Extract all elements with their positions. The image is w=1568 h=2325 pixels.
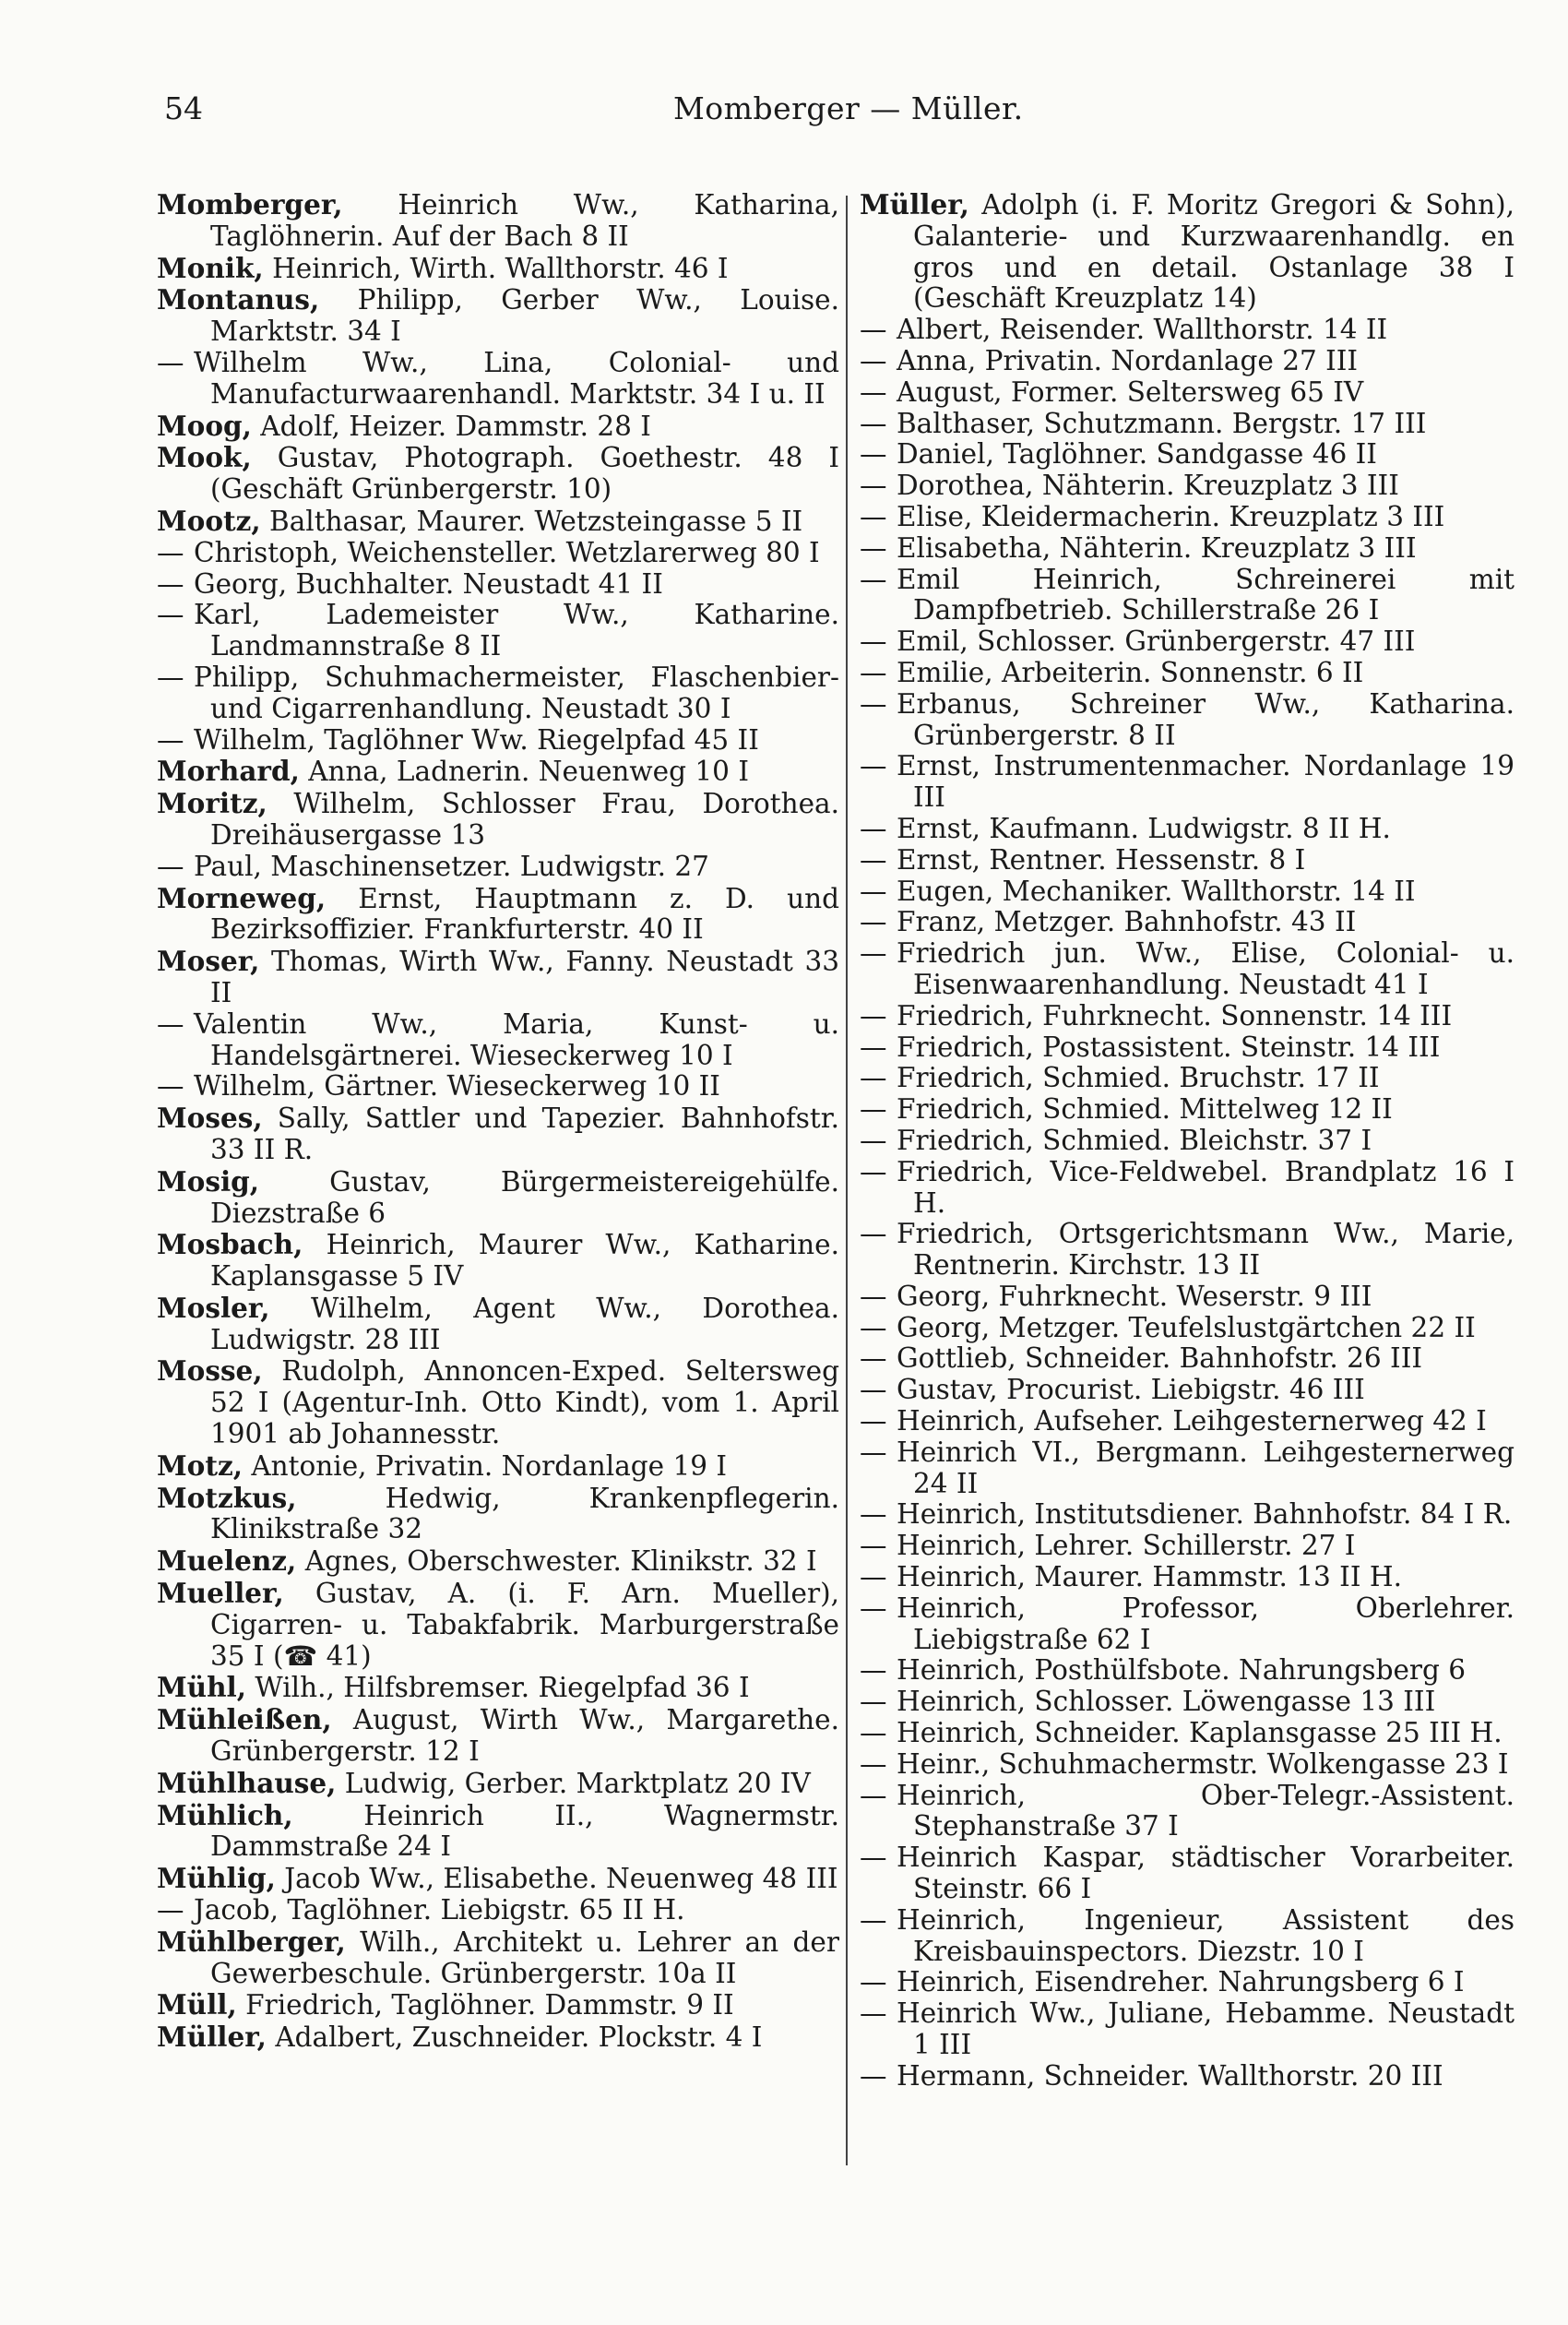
- entry-surname: Mosler,: [157, 1291, 270, 1324]
- entry-details: Anna, Privatin. Nordanlage 27 III: [897, 344, 1359, 376]
- directory-entry: [860, 1842, 1515, 1905]
- directory-entry: [157, 538, 839, 569]
- entry-details: Philipp, Schuhmachermeister, Flaschenbier- und Cigarrenhandlung. Neustadt 30 I: [194, 661, 839, 724]
- entry-details: Heinrich, Professor, Oberlehrer. Liebigstraße 62 I: [897, 1592, 1515, 1655]
- entry-details: Philipp, Gerber Ww., Louise. Marktstr. 34 I: [210, 284, 839, 348]
- continuation-dash: —: [157, 723, 184, 756]
- directory-entry: [157, 1545, 839, 1578]
- directory-entry: [860, 502, 1515, 533]
- directory-entry: [860, 1593, 1515, 1656]
- continuation-dash: —: [860, 1374, 887, 1406]
- entry-details: Heinrich, Maurer. Hammstr. 13 II H.: [897, 1561, 1402, 1593]
- entry-surname: Montanus,: [157, 283, 320, 316]
- directory-entry: [157, 189, 839, 253]
- entry-surname: Moser,: [157, 945, 260, 978]
- directory-entry: [860, 1313, 1515, 1344]
- directory-entry: [157, 1355, 839, 1449]
- entry-surname: Motz,: [157, 1449, 243, 1482]
- directory-entry: [157, 1989, 839, 2021]
- entry-details: Elise, Kleidermacherin. Kreuzplatz 3 III: [897, 500, 1445, 532]
- entry-details: August, Former. Seltersweg 65 IV: [897, 376, 1364, 408]
- directory-entry: [157, 411, 839, 443]
- continuation-dash: —: [860, 1654, 887, 1687]
- continuation-dash: —: [157, 536, 184, 568]
- entry-surname: Muelenz,: [157, 1544, 297, 1578]
- entry-details: Friedrich, Vice-Feldwebel. Brandplatz 16 I H.: [897, 1155, 1515, 1219]
- entry-details: Hedwig, Krankenpflegerin. Klinikstraße 32: [210, 1482, 839, 1545]
- entry-surname: Motzkus,: [157, 1481, 297, 1514]
- continuation-dash: —: [860, 1280, 887, 1312]
- directory-entry: [860, 1781, 1515, 1843]
- entry-details: Adolf, Heizer. Dammstr. 28 I: [251, 410, 651, 442]
- directory-entry: [860, 1063, 1515, 1094]
- directory-entry: [157, 1863, 839, 1895]
- entry-details: Heinrich, Institutsdiener. Bahnhofstr. 84 I R.: [897, 1498, 1513, 1531]
- continuation-dash: —: [860, 438, 887, 471]
- directory-entry: [157, 662, 839, 725]
- entry-details: Georg, Metzger. Teufelslustgärtchen 22 II: [897, 1311, 1476, 1343]
- entry-details: Karl, Lademeister Ww., Katharine. Landmannstraße 8 II: [194, 599, 839, 662]
- directory-entry: [157, 725, 839, 757]
- entry-details: Heinrich, Ingenieur, Assistent des Kreisbauinspectors. Diezstr. 10 I: [897, 1903, 1515, 1967]
- continuation-dash: —: [157, 850, 184, 882]
- entry-details: Ernst, Rentner. Hessenstr. 8 I: [897, 843, 1306, 876]
- directory-entry: [157, 2021, 839, 2054]
- directory-entry: [157, 1800, 839, 1864]
- directory-entry: [860, 1375, 1515, 1406]
- directory-entry: [860, 315, 1515, 346]
- directory-entry: [157, 348, 839, 411]
- entry-details: Albert, Reisender. Wallthorstr. 14 II: [897, 314, 1388, 346]
- directory-entry: [860, 2061, 1515, 2092]
- directory-entry: [157, 756, 839, 788]
- page-number: 54: [164, 90, 203, 126]
- entry-details: Wilhelm, Agent Ww., Dorothea. Ludwigstr. 28 III: [210, 1292, 839, 1355]
- continuation-dash: —: [860, 750, 887, 782]
- entry-details: Franz, Metzger. Bahnhofstr. 43 II: [897, 906, 1357, 938]
- directory-entry: [860, 814, 1515, 845]
- directory-entry: [860, 1687, 1515, 1718]
- entry-details: Emil, Schlosser. Grünbergerstr. 47 III: [897, 626, 1416, 658]
- entry-surname: Mühlhause,: [157, 1766, 337, 1799]
- entry-details: Friedrich, Fuhrknecht. Sonnenstr. 14 III: [897, 999, 1453, 1031]
- directory-entry: [157, 506, 839, 538]
- entry-details: Heinrich, Ober-Telegr.-Assistent. Stephanstraße 37 I: [897, 1779, 1515, 1842]
- directory-entry: [860, 938, 1515, 1001]
- directory-entry: [860, 1406, 1515, 1437]
- directory-entry: [157, 1071, 839, 1103]
- directory-entry: [860, 471, 1515, 502]
- page-header: [0, 90, 1568, 146]
- continuation-dash: —: [860, 1530, 887, 1562]
- entry-details: Heinrich Ww., Katharina, Taglöhnerin. Auf der Bach 8 II: [210, 189, 839, 252]
- entry-surname: Momberger,: [157, 188, 343, 221]
- entry-surname: Mosse,: [157, 1354, 263, 1388]
- directory-entry: [157, 1293, 839, 1356]
- continuation-dash: —: [860, 687, 887, 720]
- directory-entry: [860, 626, 1515, 658]
- entry-details: Jacob, Taglöhner. Liebigstr. 65 II H.: [194, 1894, 685, 1926]
- entry-details: Ernst, Instrumentenmacher. Nordanlage 19 III: [897, 750, 1515, 814]
- continuation-dash: —: [860, 906, 887, 938]
- entry-details: Christoph, Weichensteller. Wetzlarerweg 80 I: [194, 536, 820, 568]
- entry-details: Adalbert, Zuschneider. Plockstr. 4 I: [266, 2021, 763, 2054]
- entry-surname: Morneweg,: [157, 881, 327, 914]
- entry-details: Gottlieb, Schneider. Bahnhofstr. 26 III: [897, 1342, 1423, 1375]
- entry-details: Friedrich, Postassistent. Steinstr. 14 III: [897, 1031, 1441, 1063]
- directory-entry: [860, 189, 1515, 315]
- continuation-dash: —: [860, 1747, 887, 1780]
- entry-details: Heinrich Kaspar, städtischer Vorarbeiter. Steinstr. 66 I: [897, 1842, 1515, 1905]
- continuation-dash: —: [860, 1436, 887, 1468]
- directory-entry: [860, 751, 1515, 814]
- directory-entry: [860, 1437, 1515, 1500]
- directory-entry: [157, 1009, 839, 1072]
- directory-entry: [157, 1704, 839, 1768]
- entry-details: Thomas, Wirth Ww., Fanny. Neustadt 33 II: [210, 946, 839, 1008]
- entry-details: Friedrich, Ortsgerichtsmann Ww., Marie, Rentnerin. Kirchstr. 13 II: [897, 1218, 1515, 1282]
- entry-details: Adolph (i. F. Moritz Gregori & Sohn), Galanterie- und Kurzwaarenhandlg. en gros und en detail. Ostanlage 38 I (Geschäft Kreuzplatz 14): [913, 189, 1515, 315]
- directory-entry: [860, 1749, 1515, 1781]
- continuation-dash: —: [157, 1894, 184, 1926]
- directory-entry: [157, 1672, 839, 1704]
- entry-details: Gustav, Procurist. Liebigstr. 46 III: [897, 1374, 1365, 1406]
- entry-details: Heinrich II., Wagnermstr. Dammstraße 24 I: [210, 1799, 839, 1863]
- directory-entry: [860, 1655, 1515, 1687]
- entry-details: Ernst, Kaufmann. Ludwigstr. 8 II H.: [897, 812, 1391, 844]
- entry-details: Ludwig, Gerber. Marktplatz 20 IV: [336, 1767, 811, 1799]
- entry-details: Wilhelm Ww., Lina, Colonial- und Manufacturwaarenhandl. Marktstr. 34 I u. II: [194, 346, 839, 410]
- directory-entry: [157, 1895, 839, 1926]
- continuation-dash: —: [860, 812, 887, 844]
- entry-details: Friedrich, Schmied. Mittelweg 12 II: [897, 1093, 1393, 1126]
- entry-details: Balthaser, Schutzmann. Bergstr. 17 III: [897, 407, 1427, 439]
- entry-details: Friedrich, Schmied. Bruchstr. 17 II: [897, 1062, 1380, 1094]
- entry-details: Heinr., Schuhmachermstr. Wolkengasse 23 I: [897, 1747, 1509, 1780]
- directory-entry: [860, 876, 1515, 908]
- entry-surname: Monik,: [157, 251, 264, 284]
- entry-details: Wilhelm, Gärtner. Wieseckerweg 10 II: [194, 1070, 720, 1103]
- directory-entry: [157, 1483, 839, 1546]
- directory-entry: [860, 1562, 1515, 1593]
- directory-entry: [157, 284, 839, 348]
- entry-surname: Mühl,: [157, 1671, 247, 1704]
- entry-details: Gustav, A. (i. F. Arn. Mueller), Cigarren- u. Tabakfabrik. Marburgerstraße 35 I (☎ 41): [210, 1578, 839, 1672]
- continuation-dash: —: [860, 376, 887, 408]
- directory-entry: [157, 1578, 839, 1672]
- entry-surname: Mootz,: [157, 504, 261, 537]
- continuation-dash: —: [860, 2059, 887, 2092]
- directory-entry: [157, 1103, 839, 1166]
- continuation-dash: —: [860, 470, 887, 502]
- entry-details: Heinrich, Eisendreher. Nahrungsberg 6 I: [897, 1966, 1465, 1998]
- entry-details: Dorothea, Nähterin. Kreuzplatz 3 III: [897, 470, 1399, 502]
- continuation-dash: —: [860, 1342, 887, 1375]
- entry-details: Erbanus, Schreiner Ww., Katharina. Grünbergerstr. 8 II: [897, 687, 1515, 751]
- entry-details: Gustav, Photograph. Goethestr. 48 I (Geschäft Grünbergerstr. 10): [210, 442, 839, 506]
- continuation-dash: —: [157, 1008, 184, 1040]
- entry-surname: Moritz,: [157, 787, 267, 820]
- continuation-dash: —: [860, 937, 887, 970]
- directory-entry: [860, 1157, 1515, 1220]
- directory-entry: [860, 1219, 1515, 1282]
- directory-entry: [157, 1166, 839, 1230]
- continuation-dash: —: [860, 999, 887, 1031]
- continuation-dash: —: [860, 1405, 887, 1437]
- directory-entry: [157, 253, 839, 285]
- entry-details: Valentin Ww., Maria, Kunst- u. Handelsgärtnerei. Wieseckerweg 10 I: [194, 1008, 839, 1071]
- continuation-dash: —: [860, 1966, 887, 1998]
- directory-entry: [157, 442, 839, 506]
- directory-entry: [860, 565, 1515, 627]
- directory-entry: [860, 1001, 1515, 1032]
- directory-entry: [157, 883, 839, 947]
- entry-surname: Mühlberger,: [157, 1925, 346, 1958]
- directory-entry: [860, 689, 1515, 752]
- entry-details: Georg, Buchhalter. Neustadt 41 II: [194, 567, 663, 600]
- directory-entry: [860, 1998, 1515, 2061]
- entry-details: Sally, Sattler und Tapezier. Bahnhofstr. 33 II R.: [210, 1103, 839, 1165]
- left-column: [157, 189, 839, 2054]
- entry-details: Heinrich, Posthülfsbote. Nahrungsberg 6: [897, 1654, 1467, 1687]
- continuation-dash: —: [860, 407, 887, 439]
- entry-details: Elisabetha, Nähterin. Kreuzplatz 3 III: [897, 531, 1417, 564]
- continuation-dash: —: [860, 1062, 887, 1094]
- continuation-dash: —: [860, 1031, 887, 1063]
- directory-entry: [860, 1094, 1515, 1126]
- directory-entry: [860, 1718, 1515, 1749]
- entry-surname: Mühleißen,: [157, 1703, 332, 1736]
- continuation-dash: —: [860, 1155, 887, 1187]
- entry-details: Heinrich, Maurer Ww., Katharine. Kaplansgasse 5 IV: [210, 1229, 839, 1293]
- directory-entry: [860, 1499, 1515, 1531]
- entry-details: Anna, Ladnerin. Neuenweg 10 I: [299, 756, 749, 788]
- continuation-dash: —: [157, 599, 184, 631]
- entry-details: August, Wirth Ww., Margarethe. Grünbergerstr. 12 I: [210, 1704, 839, 1768]
- entry-details: Heinrich, Wirth. Wallthorstr. 46 I: [263, 252, 729, 284]
- directory-entry: [157, 569, 839, 601]
- running-head: Momberger — Müller.: [673, 90, 1024, 126]
- entry-details: Daniel, Taglöhner. Sandgasse 46 II: [897, 438, 1377, 471]
- continuation-dash: —: [860, 1311, 887, 1343]
- directory-entry: [860, 409, 1515, 440]
- directory-entry: [860, 1905, 1515, 1968]
- entry-details: Friedrich, Taglöhner. Dammstr. 9 II: [236, 1989, 734, 2021]
- continuation-dash: —: [157, 567, 184, 600]
- column-divider: [846, 196, 848, 2165]
- directory-entry: [860, 377, 1515, 409]
- continuation-dash: —: [860, 843, 887, 876]
- entry-surname: Mosbach,: [157, 1228, 303, 1261]
- directory-entry: [860, 845, 1515, 876]
- directory-entry: [860, 1343, 1515, 1375]
- entry-details: Rudolph, Annoncen-Exped. Seltersweg 52 I (Agentur-Inh. Otto Kindt), vom 1. April 1901 ab Johannesstr.: [210, 1355, 839, 1450]
- continuation-dash: —: [157, 661, 184, 693]
- continuation-dash: —: [157, 1070, 184, 1103]
- directory-entry: [157, 600, 839, 662]
- continuation-dash: —: [860, 563, 887, 595]
- entry-details: Heinrich, Lehrer. Schillerstr. 27 I: [897, 1530, 1356, 1562]
- entry-details: Wilhelm, Taglöhner Ww. Riegelpfad 45 II: [194, 723, 759, 756]
- continuation-dash: —: [860, 1498, 887, 1531]
- directory-entry: [860, 346, 1515, 377]
- continuation-dash: —: [860, 1842, 887, 1874]
- continuation-dash: —: [860, 531, 887, 564]
- directory-entry: [860, 1282, 1515, 1313]
- entry-surname: Mook,: [157, 441, 252, 474]
- directory-entry: [860, 658, 1515, 689]
- continuation-dash: —: [860, 1903, 887, 1936]
- entry-surname: Moog,: [157, 409, 252, 442]
- entry-details: Heinrich, Schlosser. Löwengasse 13 III: [897, 1686, 1436, 1718]
- entry-details: Gustav, Bürgermeistereigehülfe. Diezstraße 6: [210, 1165, 839, 1229]
- entry-surname: Morhard,: [157, 755, 300, 788]
- entry-surname: Müll,: [157, 1988, 237, 2021]
- entry-surname: Müller,: [157, 2021, 267, 2054]
- continuation-dash: —: [860, 626, 887, 658]
- continuation-dash: —: [860, 1592, 887, 1624]
- continuation-dash: —: [860, 1218, 887, 1250]
- entry-details: Heinrich, Schneider. Kaplansgasse 25 III H.: [897, 1717, 1503, 1749]
- continuation-dash: —: [860, 1997, 887, 2030]
- entry-details: Georg, Fuhrknecht. Weserstr. 9 III: [897, 1280, 1372, 1312]
- entry-details: Friedrich, Schmied. Bleichstr. 37 I: [897, 1124, 1372, 1156]
- entry-details: Jacob Ww., Elisabethe. Neuenweg 48 III: [275, 1863, 838, 1895]
- entry-details: Friedrich jun. Ww., Elise, Colonial- u. Eisenwaarenhandlung. Neustadt 41 I: [897, 937, 1515, 1000]
- entry-details: Balthasar, Maurer. Wetzsteingasse 5 II: [260, 505, 803, 537]
- entry-surname: Mühlich,: [157, 1798, 293, 1831]
- continuation-dash: —: [860, 314, 887, 346]
- continuation-dash: —: [860, 344, 887, 376]
- directory-entry: [157, 852, 839, 883]
- entry-surname: Moses,: [157, 1102, 263, 1135]
- entry-details: Heinrich, Aufseher. Leihgesternerweg 42 I: [897, 1405, 1487, 1437]
- entry-details: Antonie, Privatin. Nordanlage 19 I: [242, 1449, 728, 1482]
- entry-details: Wilhelm, Schlosser Frau, Dorothea. Dreihäusergasse 13: [210, 788, 839, 851]
- entry-surname: Mosig,: [157, 1164, 260, 1198]
- directory-entry: [860, 439, 1515, 471]
- directory-entry: [157, 1450, 839, 1483]
- entry-details: Eugen, Mechaniker. Wallthorstr. 14 II: [897, 875, 1416, 907]
- directory-entry: [860, 533, 1515, 565]
- continuation-dash: —: [860, 1561, 887, 1593]
- entry-surname: Müller,: [860, 188, 969, 221]
- directory-entry: [157, 946, 839, 1009]
- continuation-dash: —: [860, 500, 887, 532]
- directory-entry: [157, 1768, 839, 1800]
- directory-entry: [860, 1032, 1515, 1064]
- entry-details: Emil Heinrich, Schreinerei mit Dampfbetrieb. Schillerstraße 26 I: [897, 563, 1515, 626]
- directory-entry: [157, 788, 839, 852]
- continuation-dash: —: [157, 346, 184, 378]
- directory-entry: [860, 1967, 1515, 1998]
- entry-details: Ernst, Hauptmann z. D. und Bezirksoffizier. Frankfurterstr. 40 II: [210, 882, 839, 946]
- entry-details: Agnes, Oberschwester. Klinikstr. 32 I: [296, 1545, 817, 1578]
- continuation-dash: —: [860, 656, 887, 688]
- entry-details: Paul, Maschinensetzer. Ludwigstr. 27: [194, 850, 709, 882]
- continuation-dash: —: [860, 875, 887, 907]
- entry-details: Wilh., Hilfsbremser. Riegelpfad 36 I: [246, 1672, 750, 1704]
- entry-details: Heinrich Ww., Juliane, Hebamme. Neustadt 1 III: [897, 1997, 1515, 2061]
- right-column: [860, 189, 1515, 2092]
- directory-entry: [860, 1126, 1515, 1157]
- continuation-dash: —: [860, 1779, 887, 1811]
- continuation-dash: —: [860, 1093, 887, 1126]
- continuation-dash: —: [860, 1686, 887, 1718]
- entry-details: Hermann, Schneider. Wallthorstr. 20 III: [897, 2059, 1443, 2092]
- entry-surname: Mueller,: [157, 1577, 284, 1610]
- continuation-dash: —: [860, 1124, 887, 1156]
- entry-details: Heinrich VI., Bergmann. Leihgesternerweg 24 II: [897, 1436, 1515, 1499]
- directory-entry: [860, 1531, 1515, 1562]
- entry-surname: Mühlig,: [157, 1862, 276, 1895]
- directory-entry: [157, 1229, 839, 1293]
- entry-details: Emilie, Arbeiterin. Sonnenstr. 6 II: [897, 656, 1364, 688]
- continuation-dash: —: [860, 1717, 887, 1749]
- directory-entry: [860, 907, 1515, 938]
- directory-entry: [157, 1926, 839, 1990]
- entry-details: Wilh., Architekt u. Lehrer an der Gewerbeschule. Grünbergerstr. 10a II: [210, 1926, 839, 1989]
